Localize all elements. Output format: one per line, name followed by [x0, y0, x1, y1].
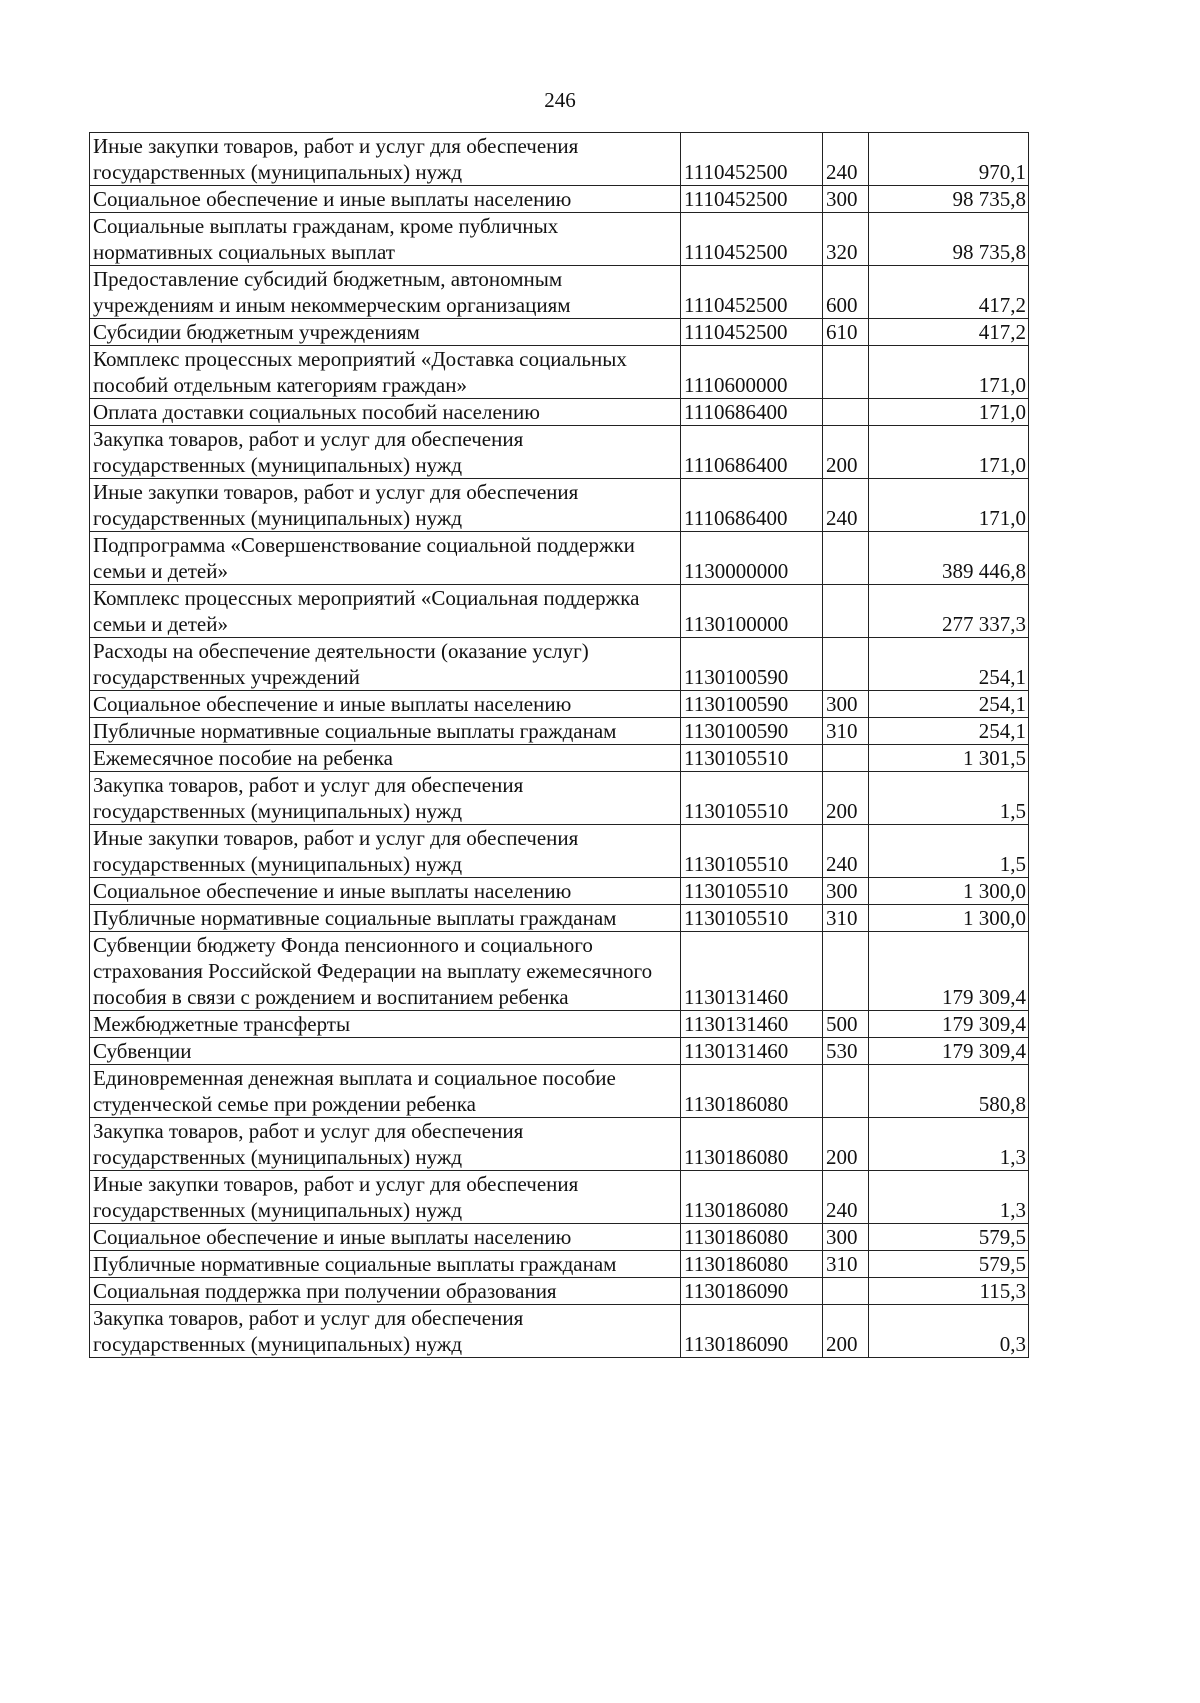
row-code-cell: 1130105510	[681, 772, 823, 825]
row-code-cell: 1130186080	[681, 1118, 823, 1171]
row-sum-cell: 179 309,4	[869, 1038, 1029, 1065]
row-expense-type-cell: 240	[823, 825, 869, 878]
table-row	[90, 905, 1029, 932]
table-row	[90, 878, 1029, 905]
row-name-cell: Предоставление субсидий бюджетным, автономным учреждениям и иным некоммерческим организациям	[90, 266, 681, 319]
row-name-cell: Иные закупки товаров, работ и услуг для обеспечения государственных (муниципальных) нужд	[90, 133, 681, 186]
row-name-cell: Межбюджетные трансферты	[90, 1011, 681, 1038]
table-row	[90, 479, 1029, 532]
row-code-cell: 1110686400	[681, 399, 823, 426]
table-row	[90, 213, 1029, 266]
row-sum-cell: 115,3	[869, 1278, 1029, 1305]
row-sum-cell: 171,0	[869, 346, 1029, 399]
row-expense-type-cell	[823, 1278, 869, 1305]
table-row	[90, 718, 1029, 745]
row-sum-cell: 254,1	[869, 638, 1029, 691]
row-sum-cell: 179 309,4	[869, 932, 1029, 1011]
budget-table	[89, 132, 1029, 1358]
row-sum-cell: 579,5	[869, 1224, 1029, 1251]
row-expense-type-cell: 200	[823, 1118, 869, 1171]
row-expense-type-cell	[823, 532, 869, 585]
table-row	[90, 1251, 1029, 1278]
row-code-cell: 1110600000	[681, 346, 823, 399]
row-expense-type-cell	[823, 346, 869, 399]
row-sum-cell: 277 337,3	[869, 585, 1029, 638]
row-name-cell: Публичные нормативные социальные выплаты гражданам	[90, 718, 681, 745]
row-code-cell: 1110452500	[681, 266, 823, 319]
row-sum-cell: 0,3	[869, 1305, 1029, 1358]
row-code-cell: 1130186080	[681, 1171, 823, 1224]
row-code-cell: 1130105510	[681, 905, 823, 932]
row-code-cell: 1130186090	[681, 1305, 823, 1358]
row-name-cell: Комплекс процессных мероприятий «Социальная поддержка семьи и детей»	[90, 585, 681, 638]
table-row	[90, 346, 1029, 399]
row-sum-cell: 171,0	[869, 479, 1029, 532]
row-expense-type-cell: 240	[823, 133, 869, 186]
row-code-cell: 1130100590	[681, 691, 823, 718]
table-row	[90, 585, 1029, 638]
table-row	[90, 1224, 1029, 1251]
row-name-cell: Оплата доставки социальных пособий населению	[90, 399, 681, 426]
row-expense-type-cell: 300	[823, 691, 869, 718]
table-row	[90, 426, 1029, 479]
row-code-cell: 1130105510	[681, 825, 823, 878]
table-row	[90, 1118, 1029, 1171]
row-expense-type-cell: 300	[823, 1224, 869, 1251]
table-row	[90, 133, 1029, 186]
row-code-cell: 1130131460	[681, 932, 823, 1011]
row-expense-type-cell: 200	[823, 772, 869, 825]
table-row	[90, 399, 1029, 426]
row-code-cell: 1130186090	[681, 1278, 823, 1305]
row-code-cell: 1130100000	[681, 585, 823, 638]
table-row	[90, 319, 1029, 346]
row-name-cell: Публичные нормативные социальные выплаты гражданам	[90, 905, 681, 932]
table-row	[90, 266, 1029, 319]
row-expense-type-cell	[823, 745, 869, 772]
row-code-cell: 1130186080	[681, 1065, 823, 1118]
row-expense-type-cell: 300	[823, 878, 869, 905]
row-code-cell: 1110686400	[681, 426, 823, 479]
row-expense-type-cell: 310	[823, 718, 869, 745]
row-name-cell: Комплекс процессных мероприятий «Доставка социальных пособий отдельным категориям граждан»	[90, 346, 681, 399]
row-sum-cell: 98 735,8	[869, 186, 1029, 213]
row-sum-cell: 1,5	[869, 825, 1029, 878]
row-expense-type-cell: 600	[823, 266, 869, 319]
row-expense-type-cell: 310	[823, 1251, 869, 1278]
row-expense-type-cell: 320	[823, 213, 869, 266]
table-row	[90, 745, 1029, 772]
row-sum-cell: 417,2	[869, 319, 1029, 346]
row-code-cell: 1130100590	[681, 718, 823, 745]
table-row	[90, 772, 1029, 825]
row-name-cell: Субсидии бюджетным учреждениям	[90, 319, 681, 346]
row-name-cell: Закупка товаров, работ и услуг для обеспечения государственных (муниципальных) нужд	[90, 426, 681, 479]
table-row	[90, 825, 1029, 878]
row-code-cell: 1130000000	[681, 532, 823, 585]
row-name-cell: Социальное обеспечение и иные выплаты населению	[90, 1224, 681, 1251]
row-code-cell: 1130186080	[681, 1251, 823, 1278]
row-sum-cell: 254,1	[869, 718, 1029, 745]
table-row	[90, 1305, 1029, 1358]
row-name-cell: Подпрограмма «Совершенствование социальной поддержки семьи и детей»	[90, 532, 681, 585]
table-row	[90, 186, 1029, 213]
row-expense-type-cell: 300	[823, 186, 869, 213]
row-name-cell: Закупка товаров, работ и услуг для обеспечения государственных (муниципальных) нужд	[90, 772, 681, 825]
row-sum-cell: 1,5	[869, 772, 1029, 825]
row-expense-type-cell: 240	[823, 1171, 869, 1224]
row-expense-type-cell: 500	[823, 1011, 869, 1038]
row-code-cell: 1130105510	[681, 745, 823, 772]
row-name-cell: Ежемесячное пособие на ребенка	[90, 745, 681, 772]
table-row	[90, 691, 1029, 718]
row-sum-cell: 171,0	[869, 426, 1029, 479]
row-sum-cell: 179 309,4	[869, 1011, 1029, 1038]
row-sum-cell: 1 300,0	[869, 878, 1029, 905]
row-code-cell: 1110452500	[681, 319, 823, 346]
row-sum-cell: 254,1	[869, 691, 1029, 718]
row-name-cell: Единовременная денежная выплата и социальное пособие студенческой семье при рождении ребенка	[90, 1065, 681, 1118]
row-name-cell: Закупка товаров, работ и услуг для обеспечения государственных (муниципальных) нужд	[90, 1305, 681, 1358]
row-expense-type-cell: 200	[823, 1305, 869, 1358]
row-name-cell: Иные закупки товаров, работ и услуг для обеспечения государственных (муниципальных) нужд	[90, 825, 681, 878]
row-expense-type-cell: 610	[823, 319, 869, 346]
table-row	[90, 1278, 1029, 1305]
table-row	[90, 1038, 1029, 1065]
row-name-cell: Закупка товаров, работ и услуг для обеспечения государственных (муниципальных) нужд	[90, 1118, 681, 1171]
row-name-cell: Субвенции бюджету Фонда пенсионного и социального страхования Российской Федерации на выплату ежемесячного пособия в связи с рождением и воспитанием ребенка	[90, 932, 681, 1011]
row-sum-cell: 98 735,8	[869, 213, 1029, 266]
row-sum-cell: 171,0	[869, 399, 1029, 426]
row-code-cell: 1130105510	[681, 878, 823, 905]
row-expense-type-cell	[823, 638, 869, 691]
row-expense-type-cell: 530	[823, 1038, 869, 1065]
row-sum-cell: 417,2	[869, 266, 1029, 319]
row-expense-type-cell	[823, 1065, 869, 1118]
row-name-cell: Расходы на обеспечение деятельности (оказание услуг) государственных учреждений	[90, 638, 681, 691]
budget-table-body	[90, 133, 1029, 1358]
row-sum-cell: 580,8	[869, 1065, 1029, 1118]
row-expense-type-cell: 200	[823, 426, 869, 479]
row-sum-cell: 579,5	[869, 1251, 1029, 1278]
row-expense-type-cell: 310	[823, 905, 869, 932]
row-sum-cell: 1 301,5	[869, 745, 1029, 772]
table-row	[90, 638, 1029, 691]
row-code-cell: 1110452500	[681, 133, 823, 186]
row-name-cell: Социальная поддержка при получении образования	[90, 1278, 681, 1305]
row-expense-type-cell	[823, 585, 869, 638]
page-number: 246	[544, 88, 576, 112]
row-code-cell: 1130100590	[681, 638, 823, 691]
row-name-cell: Социальное обеспечение и иные выплаты населению	[90, 186, 681, 213]
row-code-cell: 1130131460	[681, 1038, 823, 1065]
row-name-cell: Субвенции	[90, 1038, 681, 1065]
row-code-cell: 1110452500	[681, 213, 823, 266]
row-code-cell: 1110686400	[681, 479, 823, 532]
row-code-cell: 1110452500	[681, 186, 823, 213]
row-expense-type-cell	[823, 932, 869, 1011]
row-name-cell: Социальное обеспечение и иные выплаты населению	[90, 691, 681, 718]
row-name-cell: Социальные выплаты гражданам, кроме публичных нормативных социальных выплат	[90, 213, 681, 266]
table-row	[90, 932, 1029, 1011]
row-sum-cell: 970,1	[869, 133, 1029, 186]
row-name-cell: Публичные нормативные социальные выплаты гражданам	[90, 1251, 681, 1278]
row-code-cell: 1130131460	[681, 1011, 823, 1038]
row-sum-cell: 1 300,0	[869, 905, 1029, 932]
row-name-cell: Иные закупки товаров, работ и услуг для обеспечения государственных (муниципальных) нужд	[90, 1171, 681, 1224]
table-row	[90, 1171, 1029, 1224]
row-sum-cell: 1,3	[869, 1118, 1029, 1171]
table-row	[90, 1011, 1029, 1038]
row-name-cell: Иные закупки товаров, работ и услуг для обеспечения государственных (муниципальных) нужд	[90, 479, 681, 532]
row-sum-cell: 389 446,8	[869, 532, 1029, 585]
row-expense-type-cell: 240	[823, 479, 869, 532]
row-expense-type-cell	[823, 399, 869, 426]
row-code-cell: 1130186080	[681, 1224, 823, 1251]
table-row	[90, 532, 1029, 585]
row-name-cell: Социальное обеспечение и иные выплаты населению	[90, 878, 681, 905]
table-row	[90, 1065, 1029, 1118]
row-sum-cell: 1,3	[869, 1171, 1029, 1224]
